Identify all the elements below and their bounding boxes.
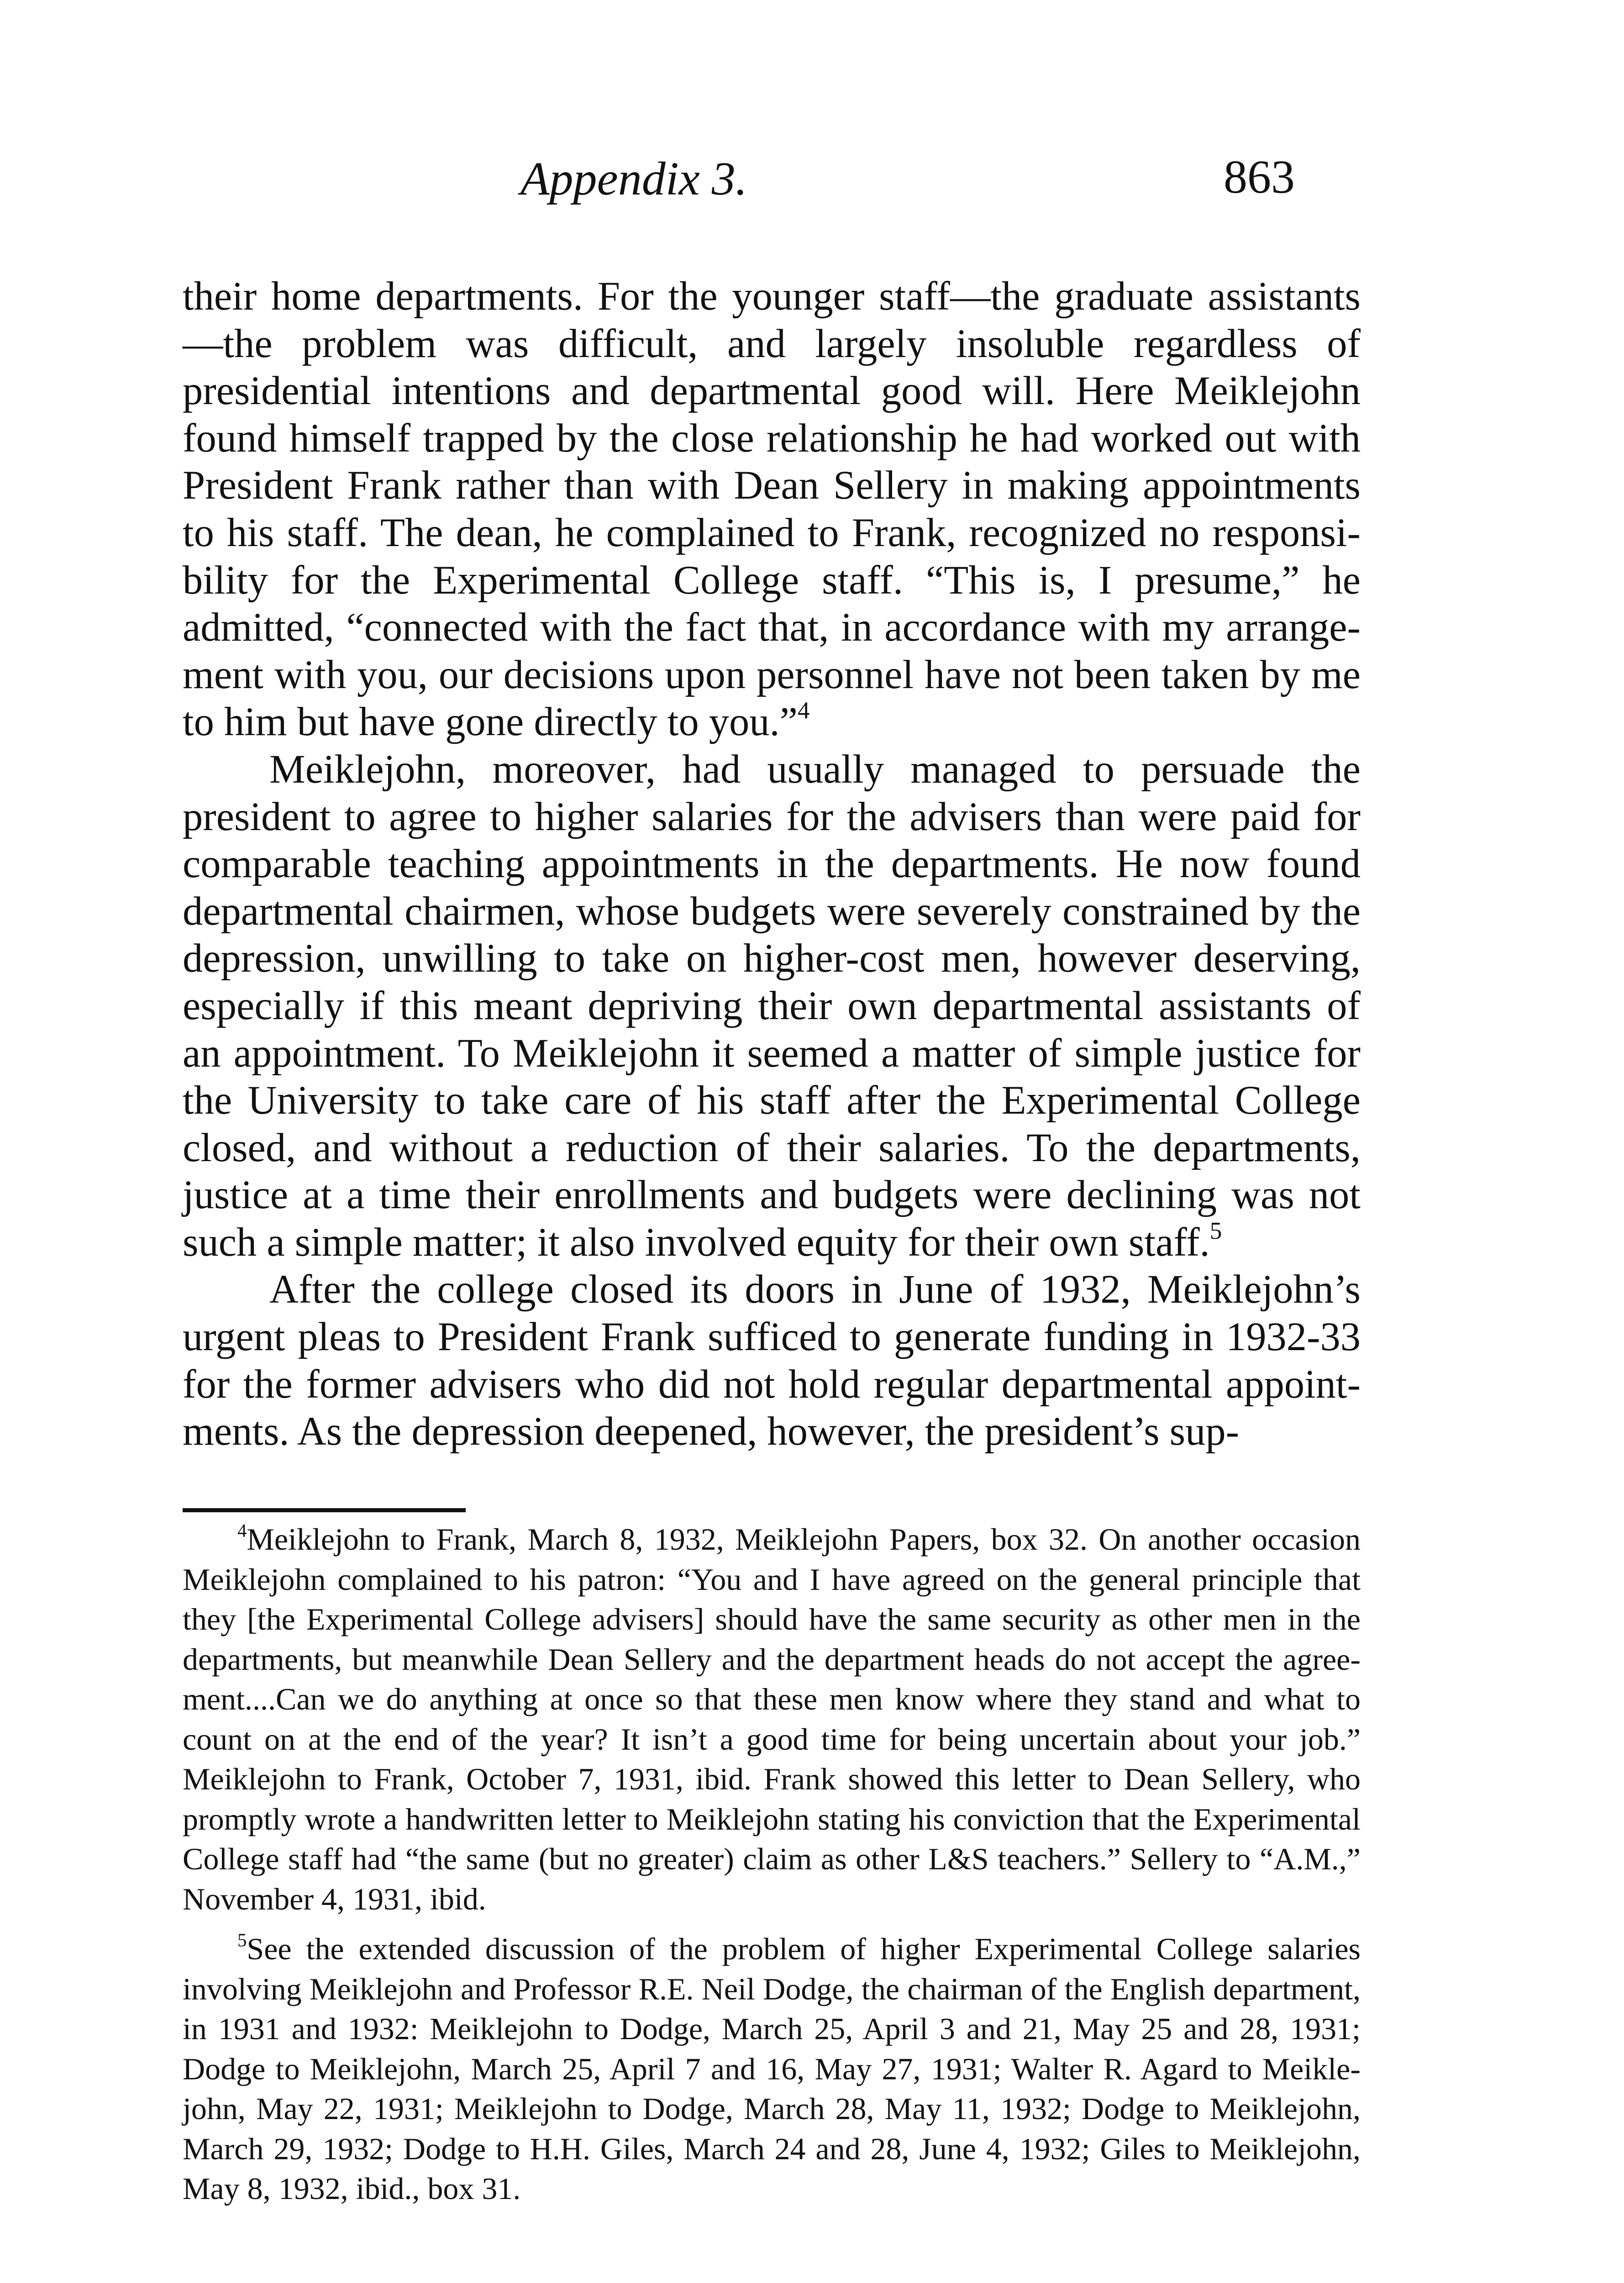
paragraph-2 [183,746,1361,1267]
footnote-4 [183,1520,1361,1919]
footnote-separator-rule [183,1508,466,1512]
footnotes [183,1520,1361,2209]
paragraph-3-text: After the college closed its doors in June of 1932, Meiklejohn’s urgent pleas to President Frank sufficed to generate funding in 1932-33 for the former advisers who did not hold regular departmental appointments. As the depression deepened, however, the president’s sup- [183,1267,1361,1454]
footnote-5 [183,1929,1361,2209]
paragraph-2-text: Meiklejohn, moreover, had usually managed to persuade the president to agree to higher salaries for the advisers than were paid for comparable teaching appointments in the departments. He now found departmental chairmen, whose budgets were severely constrained by the depression, unwilling to take on higher-cost men, however deserving, especially if this meant depriving their own departmental assistants of an appointment. To Meiklejohn it seemed a matter of simple justice for the University to take care of his staff after the Experimental College closed, and without a reduction of their salaries. To the departments, justice at a time their enrollments and budgets were declining was not such a simple matter; it also involved equity for their own staff. [183,747,1361,1265]
footnote-ref-5: 5 [1209,1217,1222,1244]
page-number: 863 [1224,151,1295,203]
footnote-marker: 4 [237,1520,247,1541]
footnote-marker: 5 [237,1930,247,1951]
footnote-text: Meiklejohn to Frank, March 8, 1932, Meiklejohn Papers, box 32. On another occasion Meiklejohn complained to his patron: “You and I have agreed on the general principle that they [the Experimental College advisers] should have the same security as other men in the departments, but meanwhile Dean Sellery and the department heads do not accept the agreement....Can we do anything at once so that these men know where they stand and what to count on at the end of the year? It isn’t a good time for being uncertain about your job.” Meiklejohn to Frank, October 7, 1931, ibid. Frank showed this letter to Dean Sellery, who promptly wrote a handwritten letter to Meiklejohn stating his conviction that the Experimental College staff had “the same (but no greater) claim as other L&S teachers.” Sellery to “A.M.,” November 4, 1931, ibid. [183,1522,1361,1916]
footnote-text: See the extended discussion of the problem of higher Experimental College salaries involving Meiklejohn and Professor R.E. Neil Dodge, the chairman of the English department, in 1931 and 1932: Meiklejohn to Dodge, March 25, April 3 and 21, May 25 and 28, 1931; Dodge to Meiklejohn, March 25, April 7 and 16, May 27, 1931; Walter R. Agard to Meiklejohn, May 22, 1931; Meiklejohn to Dodge, March 28, May 11, 1932; Dodge to Meiklejohn, March 29, 1932; Dodge to H.H. Giles, March 24 and 28, June 4, 1932; Giles to Meiklejohn, May 8, 1932, ibid., box 31. [183,1931,1361,2206]
paragraph-3 [183,1266,1361,1455]
footnote-ref-4: 4 [797,697,810,724]
paragraph-1-text: their home departments. For the younger staff—the graduate assistants—the problem was difficult, and largely insoluble regardless of presidential intentions and departmental good will. Here Meiklejohn found himself trapped by the close relationship he had worked out with President Frank rather than with Dean Sellery in making appointments to his staff. The dean, he complained to Frank, recognized no responsibility for the Experimental College staff. “This is, I presume,” he admitted, “connected with the fact that, in accordance with my arrangement with you, our decisions upon personnel have not been taken by me to him but have gone directly to you.” [183,274,1361,745]
paragraph-1 [183,273,1361,746]
running-title: Appendix 3. [520,153,747,205]
main-text [183,273,1361,1456]
